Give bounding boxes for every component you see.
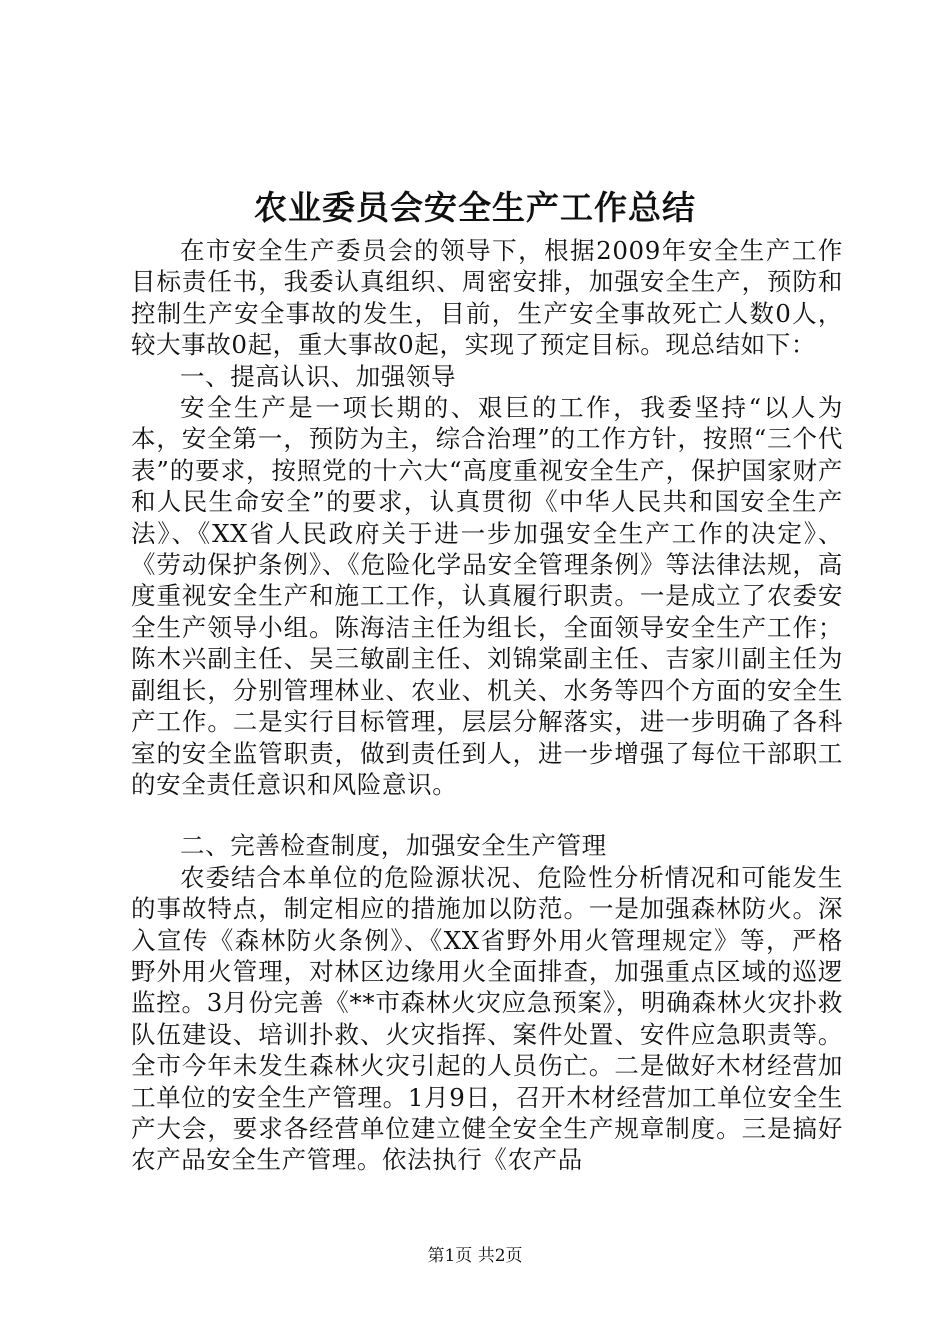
section-heading-2: 二、完善检查制度，加强安全生产管理 bbox=[180, 831, 607, 861]
paragraph-spacer bbox=[131, 800, 843, 830]
section-paragraph-1: 安全生产是一项长期的、艰巨的工作，我委坚持“以人为本，安全第一，预防为主，综合治理”的工作方针，按照“三个代表”的要求，按照党的十六大“高度重视安全生产，保护国家财产和人民生命安全”的要求，认真贯彻《中华人民共和国安全生产法》、《XX省人民政府关于进一步加强安全生产工作的决定》、《劳动保护条例》、《危险化学品安全管理条例》等法律法规，高度重视安全生产和施工工作，认真履行职责。一是成立了农委安全生产领导小组。陈海洁主任为组长，全面领导安全生产工作；陈木兴副主任、吴三敏副主任、刘锦棠副主任、吉家川副主任为副组长，分别管理林业、农业、机关、水务等四个方面的安全生产工作。二是实行目标管理，层层分解落实，进一步明确了各科室的安全监管职责，做到责任到人，进一步增强了每位干部职工的安全责任意识和风险意识。 bbox=[131, 393, 843, 799]
document-title: 农业委员会安全生产工作总结 bbox=[254, 188, 696, 227]
section-heading-1: 一、提高认识、加强领导 bbox=[180, 361, 457, 391]
page-number-footer: 第1页 共2页 bbox=[427, 1246, 523, 1266]
section-paragraph-2: 农委结合本单位的危险源状况、危险性分析情况和可能发生的事故特点，制定相应的措施加以防范。一是加强森林防火。深入宣传《森林防火条例》、《XX省野外用火管理规定》等，严格野外用火管理，对林区边缘用火全面排查，加强重点区域的巡逻监控。3月份完善《**市森林火灾应急预案》，明确森林火灾扑救队伍建设、培训扑救、火灾指挥、案件处置、安件应急职责等。全市今年未发生森林火灾引起的人员伤亡。二是做好木材经营加工单位的安全生产管理。1月9日，召开木材经营加工单位安全生产大会，要求各经营单位建立健全安全生产规章制度。三是搞好农产品安全生产管理。依法执行《农产品 bbox=[131, 862, 843, 1175]
document-body bbox=[131, 235, 843, 1176]
intro-paragraph: 在市安全生产委员会的领导下，根据2009年安全生产工作目标责任书，我委认真组织、周密安排，加强安全生产，预防和控制生产安全事故的发生，目前，生产安全事故死亡人数0人，较大事故0起，重大事故0起，实现了预定目标。现总结如下： bbox=[131, 236, 843, 360]
